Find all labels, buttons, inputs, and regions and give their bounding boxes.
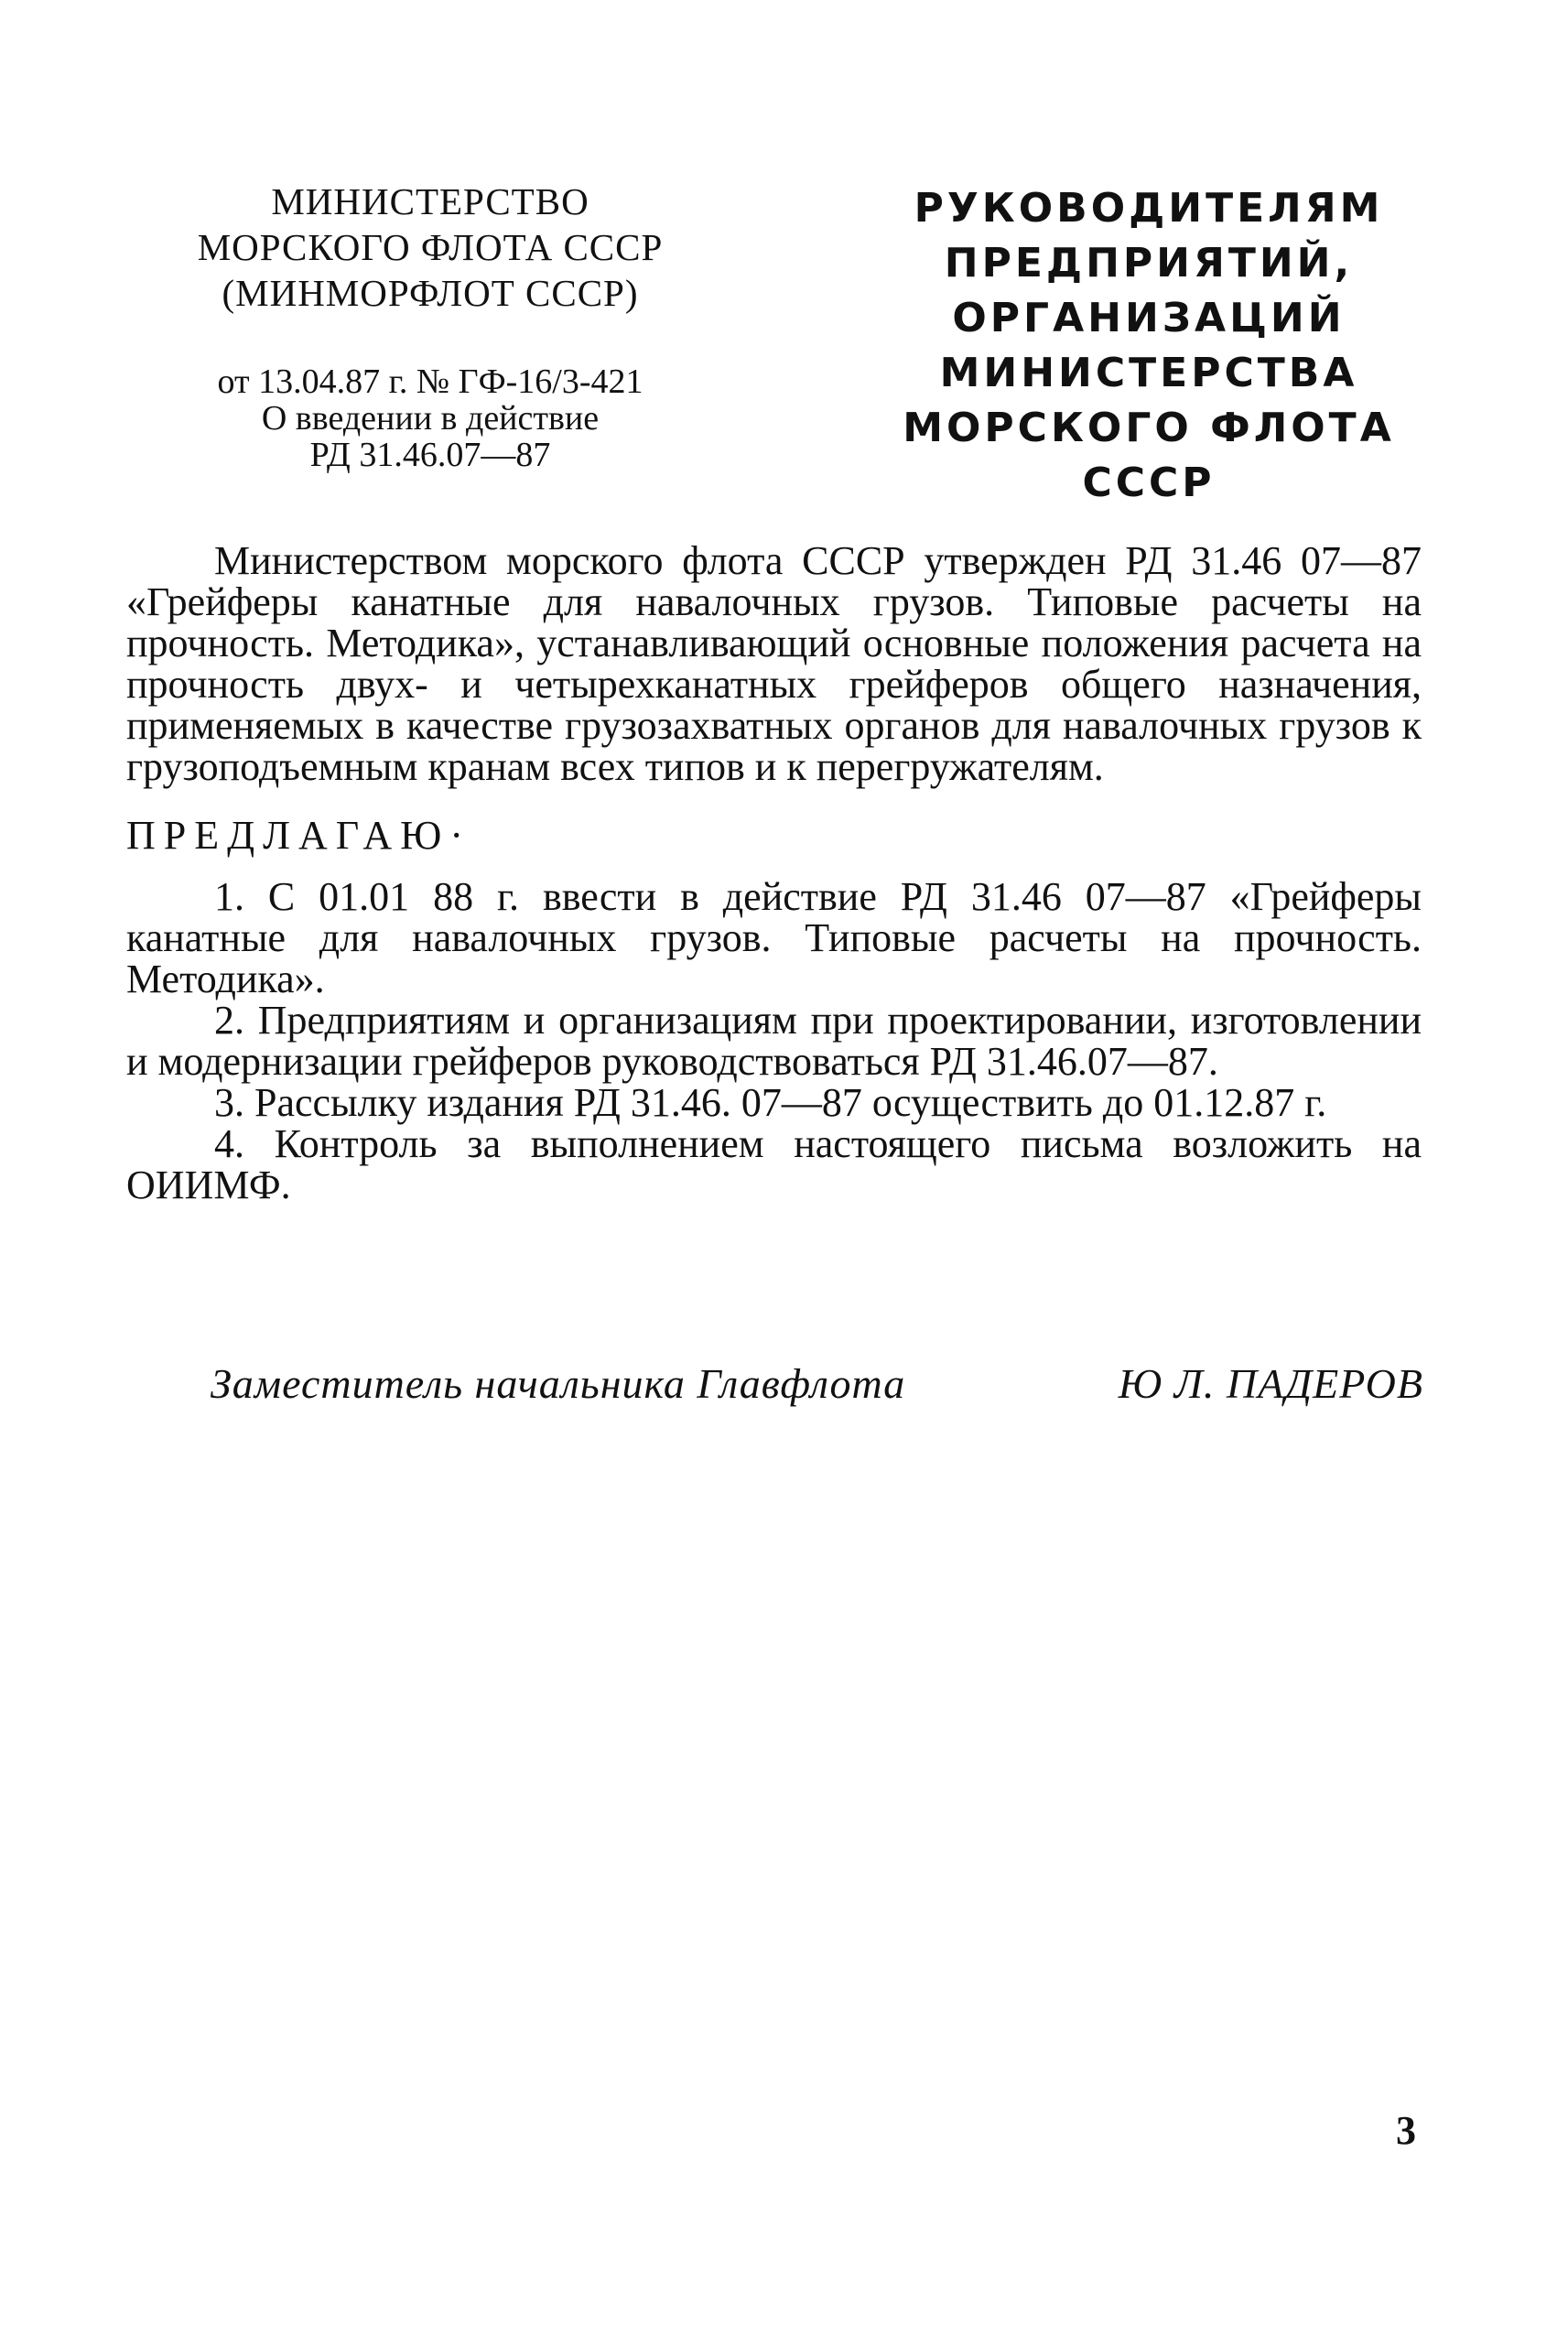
letter-subject: О введении в действие (261, 399, 600, 438)
signatory-position: Заместитель начальника Главфлота (211, 1360, 906, 1407)
letter-subject-doc: РД 31.46.07—87 (309, 436, 551, 474)
ministry-abbrev: (МИНМОРФЛОТ СССР) (222, 272, 639, 314)
addressee-line: ОРГАНИЗАЦИЙ (952, 295, 1346, 341)
order-item-3: 3. Рассылку издания РД 31.46. 07—87 осуществить до 01.12.87 г. (214, 1080, 1327, 1125)
addressee-line: МОРСКОГО ФЛОТА СССР (903, 405, 1395, 506)
order-item-1: 1. С 01.01 88 г. ввести в действие РД 31.46 07—87 «Грейферы канатные для навалочных грузов. Типовые расчеты на прочность. Методика». (126, 874, 1422, 1001)
addressee-line: ПРЕДПРИЯТИЙ, (944, 240, 1354, 287)
letter-reference: от 13.04.87 г. № ГФ-16/3-421 (217, 362, 643, 401)
signatory-name: Ю Л. ПАДЕРОВ (1118, 1360, 1423, 1407)
addressee-block (828, 181, 1469, 511)
signature-line (211, 1359, 1423, 1409)
ministry-name-line2: МОРСКОГО ФЛОТА СССР (197, 226, 664, 268)
order-item-4: 4. Контроль за выполнением настоящего письма возложить на ОИИМФ. (126, 1121, 1422, 1207)
addressee-line: РУКОВОДИТЕЛЯМ (914, 185, 1384, 232)
sender-block (192, 178, 668, 473)
propose-heading: ПРЕДЛАГАЮ· (126, 813, 472, 858)
order-item-2: 2. Предприятиям и организациям при проектировании, изготовлении и модернизации грейферов руководствоваться РД 31.46.07—87. (126, 998, 1422, 1084)
addressee-line: МИНИСТЕРСТВА (939, 350, 1358, 396)
intro-paragraph: Министерством морского флота СССР утвержден РД 31.46 07—87 «Грейферы канатные для навалочных грузов. Типовые расчеты на прочность. Методика», устанавливающий основные положения расчета на прочность двух- и четырехканатных грейферов общего назначения, применяемых в качестве грузозахватных органов для навалочных грузов к грузоподъемным кранам всех типов и к перегружателям. (126, 538, 1422, 789)
letter-body (126, 540, 1422, 1206)
page-number: 3 (1396, 2108, 1416, 2153)
ministry-name: МИНИСТЕРСТВО (271, 180, 589, 222)
